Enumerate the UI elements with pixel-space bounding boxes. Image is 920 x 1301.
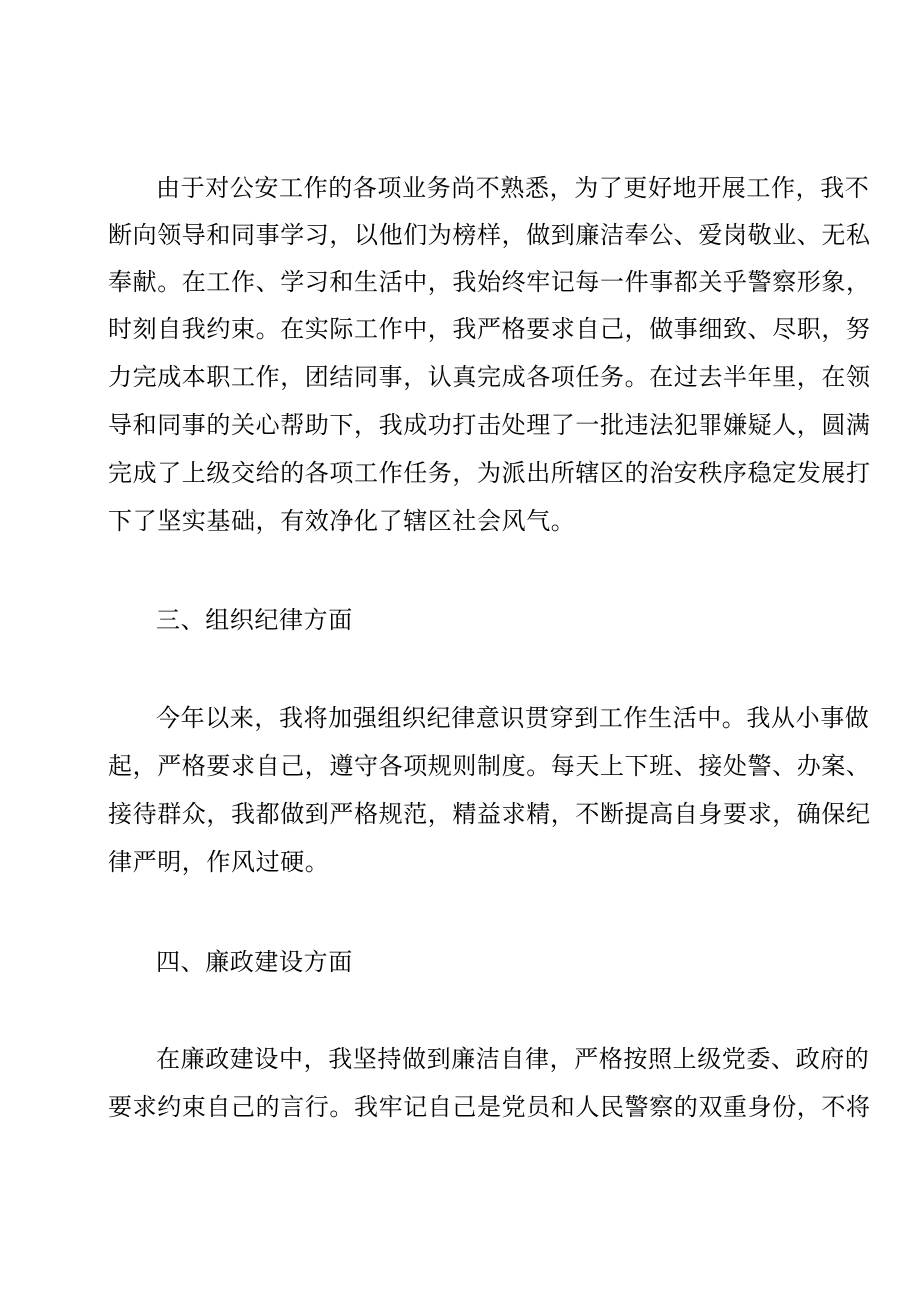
paragraph-line: 完成了上级交给的各项工作任务，为派出所辖区的治安秩序稳定发展打	[108, 459, 871, 487]
paragraph-line: 接待群众，我都做到严格规范，精益求精，不断提高自身要求，确保纪	[108, 800, 871, 828]
paragraph-line: 起，严格要求自己，遵守各项规则制度。每天上下班、接处警、办案、	[108, 752, 871, 780]
paragraph-line: 时刻自我约束。在实际工作中，我严格要求自己，做事细致、尽职，努	[108, 315, 871, 343]
paragraph-line: 导和同事的关心帮助下，我成功打击处理了一批违法犯罪嫌疑人，圆满	[108, 411, 871, 439]
section-heading: 四、廉政建设方面	[156, 948, 353, 976]
paragraph-line: 下了坚实基础，有效净化了辖区社会风气。	[108, 507, 576, 535]
paragraph-line: 断向领导和同事学习，以他们为榜样，做到廉洁奉公、爱岗敬业、无私	[108, 221, 871, 249]
paragraph-line: 律严明，作风过硬。	[108, 848, 330, 876]
section-heading: 三、组织纪律方面	[156, 606, 353, 634]
paragraph-line: 奉献。在工作、学习和生活中，我始终牢记每一件事都关乎警察形象，	[108, 268, 871, 296]
paragraph-line: 力完成本职工作，团结同事，认真完成各项任务。在过去半年里，在领	[108, 363, 871, 391]
paragraph-line: 由于对公安工作的各项业务尚不熟悉，为了更好地开展工作，我不	[156, 174, 870, 202]
paragraph-line: 今年以来，我将加强组织纪律意识贯穿到工作生活中。我从小事做	[156, 704, 870, 732]
paragraph-line: 在廉政建设中，我坚持做到廉洁自律，严格按照上级党委、政府的	[156, 1045, 870, 1073]
paragraph-line: 要求约束自己的言行。我牢记自己是党员和人民警察的双重身份，不将	[108, 1093, 871, 1121]
